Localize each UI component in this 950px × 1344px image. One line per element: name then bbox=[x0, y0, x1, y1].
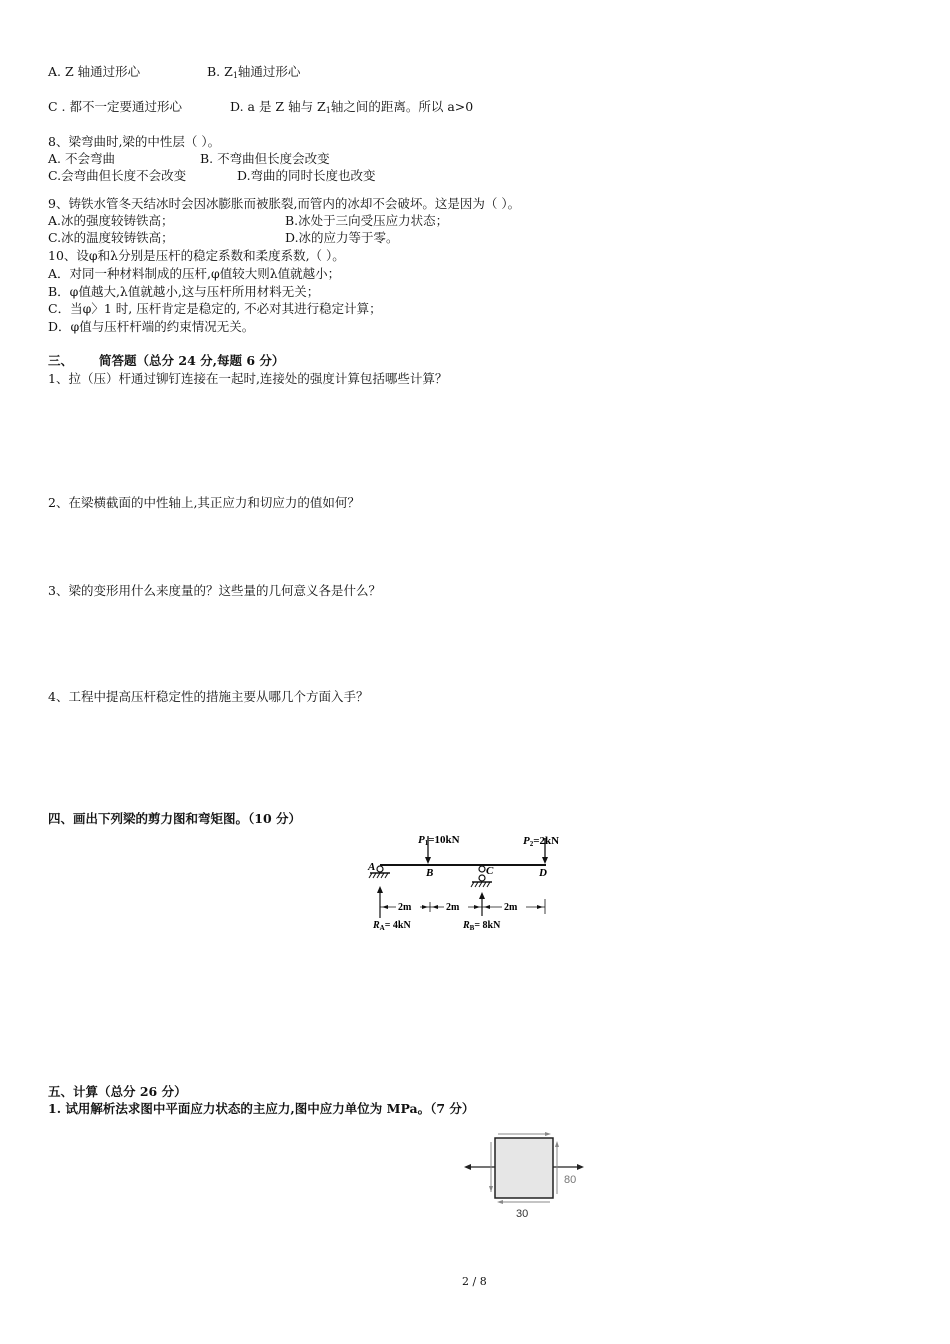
reaction-b-sub: B bbox=[469, 924, 475, 932]
dim-2: 2m bbox=[446, 902, 460, 913]
reaction-a-symbol: R bbox=[373, 920, 380, 931]
stress-element-diagram bbox=[460, 1130, 590, 1222]
load-p1-sub: 1 bbox=[424, 839, 429, 847]
q10-stem: 10、设φ和λ分别是压杆的稳定系数和柔度系数,（ ）。 bbox=[48, 248, 345, 263]
load-p1-value: =10kN bbox=[428, 834, 460, 846]
beam-label-d: D bbox=[539, 867, 547, 879]
section3-question-4: 4、工程中提高压杆稳定性的措施主要从哪几个方面入手？ bbox=[48, 689, 369, 704]
section3-title: 简答题（总分 24 分,每题 6 分） bbox=[99, 353, 285, 368]
q9-option-c: C.冰的温度较铸铁高； bbox=[48, 230, 174, 245]
beam-label-a: A bbox=[368, 861, 376, 873]
reaction-a-value: = 4kN bbox=[384, 920, 411, 931]
section3-heading bbox=[48, 353, 284, 369]
beam-label-c: C bbox=[486, 865, 494, 877]
stress-tau-label: 30 bbox=[516, 1208, 529, 1220]
load-p2-value: =2kN bbox=[533, 835, 560, 847]
q7-option-d-suffix: 轴之间的距离。所以 a>0 bbox=[330, 99, 474, 114]
beam-label-b: B bbox=[426, 867, 434, 879]
section4-title: 四、画出下列梁的剪力图和弯矩图。（10 分） bbox=[48, 811, 301, 826]
beam-diagram bbox=[360, 826, 590, 936]
section5-title: 五、计算（总分 26 分） bbox=[48, 1084, 187, 1099]
q7-option-b-suffix: 轴通过形心 bbox=[237, 64, 301, 79]
dim-1: 2m bbox=[398, 902, 412, 913]
load-p1-symbol: P bbox=[418, 834, 425, 846]
q8-option-b: B. 不弯曲但长度会改变 bbox=[200, 151, 330, 166]
q10-option-d: D．φ值与压杆杆端的约束情况无关。 bbox=[48, 319, 255, 334]
stress-sigma-label: 80 bbox=[564, 1174, 577, 1186]
reaction-a-sub: A bbox=[379, 924, 385, 932]
section3-number: 三、 bbox=[48, 353, 74, 368]
q10-option-b: B．φ值越大,λ值就越小,这与压杆所用材料无关； bbox=[48, 284, 320, 299]
section5-question-1: 1. 试用解析法求图中平面应力状态的主应力,图中应力单位为 MPa。（7 分） bbox=[48, 1101, 475, 1116]
section3-question-3: 3、梁的变形用什么来度量的？这些量的几何意义各是什么？ bbox=[48, 583, 381, 598]
q7-option-c: C . 都不一定要通过形心 bbox=[48, 99, 182, 114]
section3-question-1: 1、拉（压）杆通过铆钉连接在一起时,连接处的强度计算包括哪些计算？ bbox=[48, 371, 448, 386]
reaction-b-value: = 8kN bbox=[474, 920, 501, 931]
dim-3: 2m bbox=[504, 902, 518, 913]
q10-option-a: A．对同一种材料制成的压杆,φ值较大则λ值就越小； bbox=[48, 266, 341, 281]
reaction-b-symbol: R bbox=[463, 920, 470, 931]
reaction-a-label bbox=[372, 920, 411, 932]
load-p2-label bbox=[523, 835, 559, 848]
load-p1-label bbox=[418, 834, 460, 847]
section3-question-2: 2、在梁横截面的中性轴上,其正应力和切应力的值如何？ bbox=[48, 495, 360, 510]
load-p2-symbol: P bbox=[523, 835, 530, 847]
q9-option-b: B.冰处于三向受压应力状态； bbox=[285, 213, 449, 228]
q7-option-d-sub: 1 bbox=[325, 106, 331, 115]
q8-option-a: A. 不会弯曲 bbox=[48, 151, 115, 166]
q9-stem: 9、铸铁水管冬天结冰时会因冰膨胀而被胀裂,而管内的冰却不会破坏。这是因为（ ）。 bbox=[48, 196, 521, 211]
q7-option-a: A. Z 轴通过形心 bbox=[48, 64, 141, 79]
q9-option-a: A.冰的强度较铸铁高； bbox=[48, 213, 174, 228]
q10-option-c: C．当φ〉1 时, 压杆肯定是稳定的, 不必对其进行稳定计算； bbox=[48, 301, 382, 316]
q7-option-b-sub: 1 bbox=[232, 71, 238, 80]
page-number: 2 / 8 bbox=[462, 1275, 487, 1288]
load-p2-sub: 2 bbox=[529, 840, 534, 848]
q8-stem: 8、梁弯曲时,梁的中性层（ ）。 bbox=[48, 134, 221, 149]
q7-option-d-prefix: D. a 是 Z 轴与 Z bbox=[230, 99, 326, 114]
q8-option-c: C.会弯曲但长度不会改变 bbox=[48, 168, 187, 183]
q8-option-d: D.弯曲的同时长度也改变 bbox=[237, 168, 376, 183]
q7-option-d bbox=[230, 99, 473, 119]
q9-option-d: D.冰的应力等于零。 bbox=[285, 230, 399, 245]
q7-option-b bbox=[207, 64, 300, 84]
q7-option-b-prefix: B. Z bbox=[207, 64, 233, 79]
reaction-b-label bbox=[462, 920, 501, 932]
